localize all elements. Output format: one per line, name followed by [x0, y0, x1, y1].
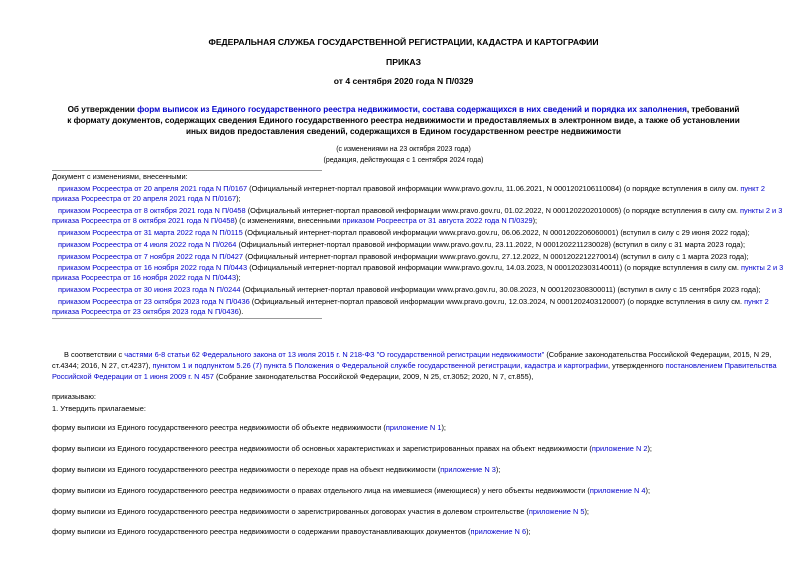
- amendment-link[interactable]: приказом Росреестра от 31 августа 2022 года N П/0329: [342, 216, 533, 225]
- amendment-item: приказом Росреестра от 30 июня 2023 года N П/0244 (Официальный интернет-портал правовой информации www.pravo.gov.ru, 30.08.2023, N 0001202308300011) (вступил в силу с 15 сентября 2023 года);: [58, 285, 761, 294]
- preamble-line-3: Российской Федерации от 1 июня 2009 г. N 457 (Собрание законодательства Российской Федерации, 2009, N 25, ст.3052; 2020, N 7, ст.855),: [52, 372, 534, 381]
- amendment-item-cont: приказа Росреестра от 23 октября 2023 года N П/0436).: [52, 307, 244, 316]
- amendment-item-cont: приказа Росреестра от 8 октября 2021 года N П/0458) (с изменениями, внесенными приказом Росреестра от 31 августа 2022 года N П/0329);: [52, 216, 538, 225]
- subject-line-3: иных видов предоставления сведений, содержащихся в Едином государственном реестре недвижимости: [185, 127, 622, 136]
- amendment-item: приказом Росреестра от 7 ноября 2022 года N П/0427 (Официальный интернет-портал правовой информации www.pravo.gov.ru, 27.12.2022, N 0001202212270014) (вступил в силу с 1 марта 2023 года);: [58, 252, 749, 261]
- amendment-point-link[interactable]: пункт 2: [740, 184, 765, 193]
- appendix-link[interactable]: приложение N 4: [589, 486, 646, 495]
- law-218-link[interactable]: частями 6-8 статьи 62 Федерального закона от 13 июля 2015 г. N 218-ФЗ "О государственной регистрации недвижимости": [124, 350, 545, 359]
- amendment-item-cont: приказа Росреестра от 16 ноября 2022 года N П/0443);: [52, 273, 241, 282]
- amendment-item: приказом Росреестра от 23 октября 2023 года N П/0436 (Официальный интернет-портал правовой информации www.pravo.gov.ru, 12.03.2024, N 0001202403120007) (о порядке вступления в силу см. пункт 2: [58, 297, 769, 306]
- amendment-item-cont: приказа Росреестра от 20 апреля 2021 года N П/0167);: [52, 194, 241, 203]
- amendment-link[interactable]: приказом Росреестра от 8 октября 2021 года N П/0458: [58, 206, 246, 215]
- edition-effective: (редакция, действующая с 1 сентября 2024 года): [323, 157, 484, 164]
- subject-line-1: Об утверждении форм выписок из Единого государственного реестра недвижимости, состава содержащихся в них сведений и порядка их заполнения, требований: [67, 105, 740, 114]
- preamble-line-1: В соответствии с частями 6-8 статьи 62 Федерального закона от 13 июля 2015 г. N 218-ФЗ "О государственной регистрации недвижимости" (Собрание законодательства Российской Федерации, 2015, N 29,: [64, 350, 772, 359]
- preamble-line-2: ст.4344; 2016, N 27, ст.4237), пунктом 1 и подпунктом 5.26 (7) пункта 5 Положения о Федеральной службе государственной регистрации, кадастра и картографии, утвержденного постановлением Правительства: [52, 361, 777, 370]
- form-item: форму выписки из Единого государственного реестра недвижимости об объекте недвижимости (приложение N 1);: [52, 423, 446, 432]
- amendment-link[interactable]: приказом Росреестра от 31 марта 2022 года N П/0115: [58, 228, 243, 237]
- amendment-link[interactable]: приказа Росреестра от 8 октября 2021 года N П/0458: [52, 216, 235, 225]
- regulation-point-link[interactable]: пунктом 1 и подпунктом 5.26 (7) пункта 5 Положения о Федеральной службе государственной регистрации, кадастра и картографии: [152, 361, 608, 370]
- government-decree-link[interactable]: постановлением Правительства: [665, 361, 777, 370]
- amendment-link[interactable]: приказа Росреестра от 20 апреля 2021 года N П/0167: [52, 194, 237, 203]
- form-item: форму выписки из Единого государственного реестра недвижимости о переходе прав на объект недвижимости (приложение N 3);: [52, 465, 501, 474]
- amendment-point-link[interactable]: пункт 2: [744, 297, 769, 306]
- amendment-point-link[interactable]: пункты 2 и 3: [740, 263, 784, 272]
- subject-forms-link[interactable]: форм выписок из Единого государственного реестра недвижимости, состава содержащихся в них сведений и порядка их заполнения: [137, 105, 687, 114]
- amendment-point-link[interactable]: пункты 2 и 3: [740, 206, 783, 215]
- form-item: форму выписки из Единого государственного реестра недвижимости о содержании правоустанавливающих документов (приложение N 6);: [52, 527, 531, 536]
- doc-date-number: от 4 сентября 2020 года N П/0329: [333, 76, 474, 86]
- appendix-link[interactable]: приложение N 5: [528, 507, 585, 516]
- bottom-separator: [52, 318, 322, 319]
- amendment-item: приказом Росреестра от 20 апреля 2021 года N П/0167 (Официальный интернет-портал правовой информации www.pravo.gov.ru, 11.06.2021, N 0001202106110084) (о порядке вступления в силу см. пункт 2: [58, 184, 765, 193]
- edition-changes: (с изменениями на 23 октября 2023 года): [336, 146, 471, 153]
- form-item: форму выписки из Единого государственного реестра недвижимости о зарегистрированных договорах участия в долевом строительстве (приложение N 5);: [52, 507, 589, 516]
- amendment-link[interactable]: приказом Росреестра от 30 июня 2023 года N П/0244: [58, 285, 241, 294]
- form-item: форму выписки из Единого государственного реестра недвижимости о правах отдельного лица на имевшиеся (имеющиеся) у него объекты недвижимости (приложение N 4);: [52, 486, 650, 495]
- order-prikazyvayu: приказываю:: [52, 392, 96, 401]
- amendment-link[interactable]: приказом Росреестра от 16 ноября 2022 года N П/0443: [58, 263, 248, 272]
- appendix-link[interactable]: приложение N 3: [440, 465, 496, 474]
- amendment-item: приказом Росреестра от 31 марта 2022 года N П/0115 (Официальный интернет-портал правовой информации www.pravo.gov.ru, 06.06.2022, N 0001202206060001) (вступил в силу с 29 июня 2022 года);: [58, 228, 750, 237]
- amendment-link[interactable]: приказом Росреестра от 23 октября 2023 года N П/0436: [58, 297, 250, 306]
- amendment-link[interactable]: приказом Росреестра от 4 июля 2022 года N П/0264: [58, 240, 237, 249]
- amendments-intro: Документ с изменениями, внесенными:: [52, 172, 188, 181]
- amendment-item: приказом Росреестра от 8 октября 2021 года N П/0458 (Официальный интернет-портал правовой информации www.pravo.gov.ru, 01.02.2022, N 0001202202010005) (о порядке вступления в силу см. пункты 2 и 3: [58, 206, 783, 215]
- agency-title: ФЕДЕРАЛЬНАЯ СЛУЖБА ГОСУДАРСТВЕННОЙ РЕГИСТРАЦИИ, КАДАСТРА И КАРТОГРАФИИ: [208, 37, 599, 47]
- appendix-link[interactable]: приложение N 2: [591, 444, 648, 453]
- amendment-item: приказом Росреестра от 16 ноября 2022 года N П/0443 (Официальный интернет-портал правовой информации www.pravo.gov.ru, 14.03.2023, N 0001202303140011) (о порядке вступления в силу см. пункты 2 и 3: [58, 263, 784, 272]
- appendix-link[interactable]: приложение N 1: [385, 423, 442, 432]
- government-decree-link[interactable]: Российской Федерации от 1 июня 2009 г. N 457: [52, 372, 214, 381]
- amendment-link[interactable]: приказа Росреестра от 16 ноября 2022 года N П/0443: [52, 273, 237, 282]
- order-approve: 1. Утвердить прилагаемые:: [52, 404, 146, 413]
- top-separator: [52, 170, 322, 171]
- amendment-link[interactable]: приказом Росреестра от 20 апреля 2021 года N П/0167: [58, 184, 248, 193]
- doc-type: ПРИКАЗ: [386, 57, 421, 67]
- amendment-item: приказом Росреестра от 4 июля 2022 года N П/0264 (Официальный интернет-портал правовой информации www.pravo.gov.ru, 23.11.2022, N 0001202211230028) (вступил в силу с 31 марта 2023 года);: [58, 240, 746, 249]
- appendix-link[interactable]: приложение N 6: [470, 527, 527, 536]
- subject-line-2: к формату документов, содержащих сведения Единого государственного реестра недвижимости и предоставляемых в электронном виде, а также об установлении: [67, 116, 740, 125]
- amendment-link[interactable]: приказа Росреестра от 23 октября 2023 года N П/0436: [52, 307, 239, 316]
- amendment-link[interactable]: приказом Росреестра от 7 ноября 2022 года N П/0427: [58, 252, 244, 261]
- form-item: форму выписки из Единого государственного реестра недвижимости об основных характеристиках и зарегистрированных правах на объект недвижимости (приложение N 2);: [52, 444, 652, 453]
